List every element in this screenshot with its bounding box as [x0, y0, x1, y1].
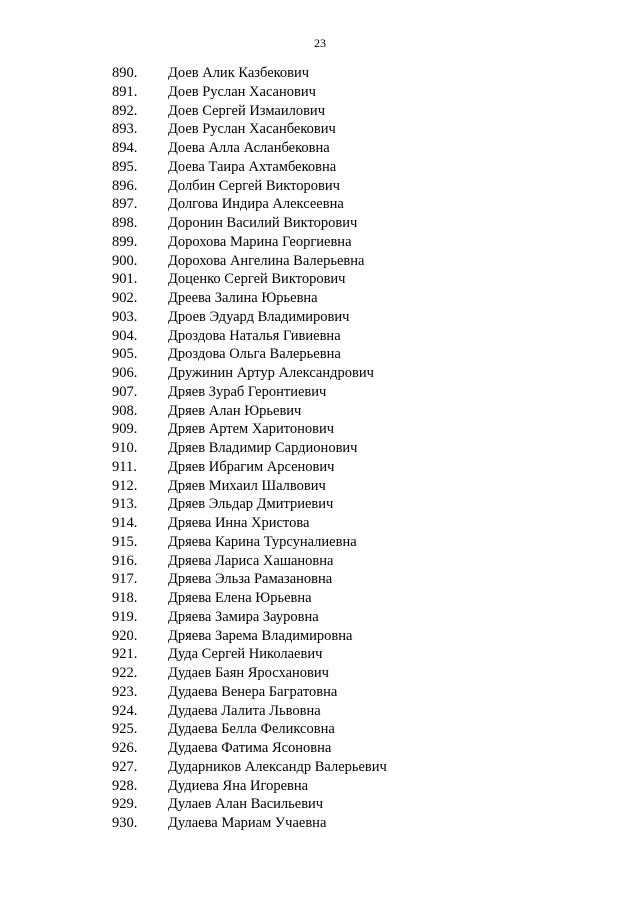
list-item: [0, 420, 640, 439]
entry-number: 922.: [112, 665, 138, 681]
list-item: [0, 495, 640, 514]
entry-number: 929.: [112, 796, 138, 813]
entry-number: 901.: [112, 271, 138, 288]
entry-number: 921.: [112, 646, 138, 663]
entry-number: 918.: [112, 590, 138, 606]
list-item: [0, 570, 640, 589]
list-item: [0, 233, 640, 252]
entry-name: Дряев Артем Харитонович: [168, 421, 335, 438]
list-item: [0, 195, 640, 214]
entry-name: Дроев Эдуард Владимирович: [168, 308, 350, 325]
list-item: [0, 683, 640, 702]
list-item: [0, 64, 640, 83]
name-list: [0, 64, 640, 833]
entry-number: 897.: [112, 196, 138, 213]
entry-number: 900.: [112, 252, 138, 269]
entry-number: 903.: [112, 308, 138, 325]
entry-name: Доев Руслан Хасанович: [168, 83, 316, 100]
entry-number: 926.: [112, 740, 138, 756]
list-item: [0, 477, 640, 496]
entry-number: 911.: [112, 458, 137, 475]
entry-number: 923.: [112, 683, 138, 700]
entry-name: Дружинин Артур Александрович: [168, 365, 374, 381]
entry-name: Доев Сергей Измаилович: [168, 102, 325, 119]
entry-number: 927.: [112, 758, 138, 775]
entry-name: Дряев Владимир Сардионович: [168, 440, 358, 456]
list-item: [0, 814, 640, 833]
entry-number: 893.: [112, 121, 138, 138]
entry-name: Доев Алик Казбекович: [168, 65, 310, 81]
entry-number: 916.: [112, 552, 138, 569]
entry-name: Дряева Лариса Хашановна: [168, 552, 334, 569]
page-number: 23: [314, 36, 326, 50]
list-item: [0, 777, 640, 796]
list-item: [0, 739, 640, 758]
list-item: [0, 252, 640, 271]
entry-name: Дряева Эльза Рамазановна: [168, 571, 333, 588]
list-item: [0, 702, 640, 721]
list-item: [0, 158, 640, 177]
entry-number: 912.: [112, 477, 138, 494]
entry-number: 925.: [112, 721, 138, 738]
entry-name: Доев Руслан Хасанбекович: [168, 121, 336, 138]
list-item: [0, 514, 640, 533]
list-item: [0, 645, 640, 664]
list-item: [0, 120, 640, 139]
entry-number: 930.: [112, 815, 138, 831]
entry-number: 907.: [112, 383, 138, 400]
entry-name: Дроздова Наталья Гивиевна: [168, 327, 341, 344]
list-item: [0, 289, 640, 308]
entry-number: 913.: [112, 496, 138, 513]
entry-name: Дудаева Белла Феликсовна: [168, 721, 335, 738]
entry-number: 905.: [112, 346, 138, 363]
entry-name: Дряев Зураб Геронтиевич: [168, 383, 327, 400]
entry-number: 915.: [112, 533, 138, 550]
entry-name: Дорохова Ангелина Валерьевна: [168, 252, 365, 269]
entry-name: Доева Алла Асланбековна: [168, 140, 330, 156]
entry-number: 892.: [112, 102, 138, 119]
list-item: [0, 177, 640, 196]
list-item: [0, 214, 640, 233]
entry-number: 899.: [112, 233, 138, 250]
entry-number: 896.: [112, 177, 138, 194]
entry-name: Дударников Александр Валерьевич: [168, 758, 387, 775]
entry-name: Доева Таира Ахтамбековна: [168, 158, 337, 175]
entry-name: Дряева Карина Турсуналиевна: [168, 533, 357, 550]
list-item: [0, 327, 640, 346]
entry-name: Дорохова Марина Георгиевна: [168, 233, 352, 250]
entry-number: 908.: [112, 402, 138, 419]
entry-number: 894.: [112, 140, 138, 156]
list-item: [0, 795, 640, 814]
list-item: [0, 608, 640, 627]
entry-name: Дреева Залина Юрьевна: [168, 290, 318, 306]
entry-number: 906.: [112, 365, 138, 381]
entry-name: Долгова Индира Алексеевна: [168, 196, 344, 213]
entry-number: 898.: [112, 215, 138, 231]
entry-number: 920.: [112, 627, 138, 644]
list-item: [0, 533, 640, 552]
entry-name: Дудаев Баян Яросханович: [168, 665, 329, 681]
entry-name: Дулаев Алан Васильевич: [168, 796, 324, 813]
list-item: [0, 139, 640, 158]
entry-number: 910.: [112, 440, 138, 456]
entry-number: 917.: [112, 571, 138, 588]
entry-name: Дряева Инна Христова: [168, 515, 310, 531]
list-item: [0, 458, 640, 477]
entry-name: Дряев Алан Юрьевич: [168, 402, 302, 419]
list-item: [0, 345, 640, 364]
entry-number: 902.: [112, 290, 138, 306]
entry-number: 904.: [112, 327, 138, 344]
entry-name: Дряев Михаил Шалвович: [168, 477, 326, 494]
entry-name: Доронин Василий Викторович: [168, 215, 358, 231]
list-item: [0, 664, 640, 683]
list-item: [0, 589, 640, 608]
entry-number: 909.: [112, 421, 138, 438]
entry-name: Дуда Сергей Николаевич: [168, 646, 323, 663]
list-item: [0, 402, 640, 421]
entry-name: Дудаева Лалита Львовна: [168, 702, 321, 719]
entry-name: Доценко Сергей Викторович: [168, 271, 346, 288]
entry-number: 919.: [112, 608, 138, 625]
list-item: [0, 439, 640, 458]
list-item: [0, 364, 640, 383]
entry-name: Дряева Зарема Владимировна: [168, 627, 353, 644]
entry-name: Долбин Сергей Викторович: [168, 177, 340, 194]
entry-name: Дудаева Венера Багратовна: [168, 683, 338, 700]
entry-name: Дряева Елена Юрьевна: [168, 590, 312, 606]
entry-number: 928.: [112, 777, 138, 794]
list-item: [0, 720, 640, 739]
list-item: [0, 758, 640, 777]
entry-name: Дудаева Фатима Ясоновна: [168, 740, 332, 756]
list-item: [0, 270, 640, 289]
entry-number: 924.: [112, 702, 138, 719]
list-item: [0, 308, 640, 327]
entry-name: Дроздова Ольга Валерьевна: [168, 346, 341, 363]
entry-number: 914.: [112, 515, 138, 531]
list-item: [0, 627, 640, 646]
entry-name: Дряев Эльдар Дмитриевич: [168, 496, 334, 513]
entry-name: Дряева Замира Зауровна: [168, 608, 319, 625]
list-item: [0, 552, 640, 571]
entry-number: 890.: [112, 65, 138, 81]
list-item: [0, 83, 640, 102]
entry-name: Дряев Ибрагим Арсенович: [168, 458, 335, 475]
list-item: [0, 383, 640, 402]
entry-number: 891.: [112, 83, 138, 100]
entry-number: 895.: [112, 158, 138, 175]
list-item: [0, 102, 640, 121]
entry-name: Дулаева Мариам Учаевна: [168, 815, 327, 831]
entry-name: Дудиева Яна Игоревна: [168, 777, 309, 794]
